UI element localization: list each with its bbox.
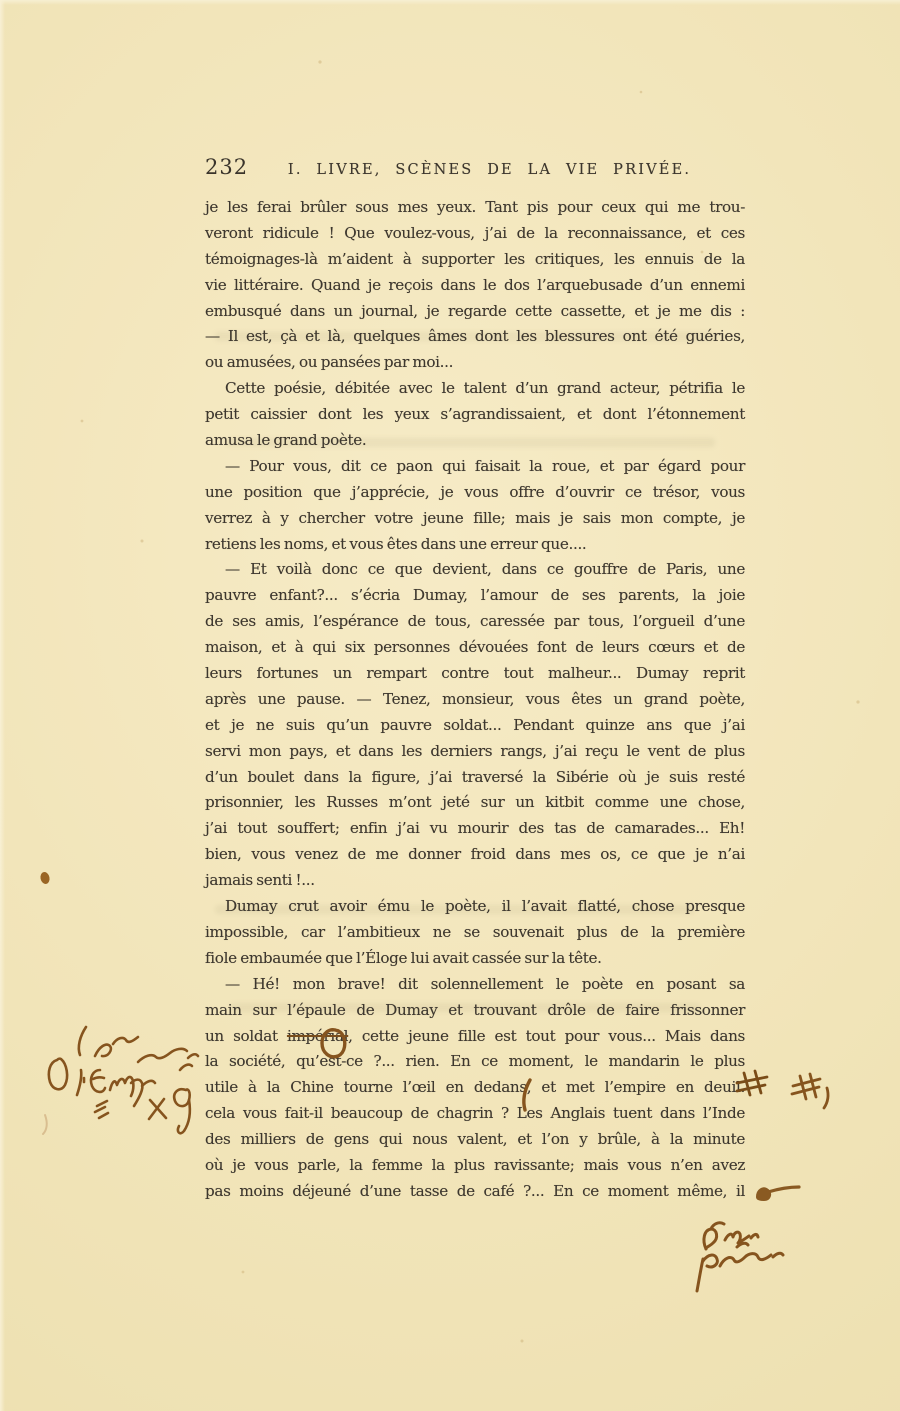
hash-comma-margin-ink <box>792 1074 828 1108</box>
ink-dot <box>39 871 50 885</box>
text-line: retiens les noms, et vous êtes dans une erreur que.... <box>205 534 587 553</box>
text-line: Dumay crut avoir ému le poète, il l’avait flatté, chose presque <box>225 897 745 916</box>
text-line: la société, qu’est-ce ?... rien. En ce moment, le mandarin le plus <box>205 1052 745 1071</box>
struck-word: impérial <box>286 1026 349 1045</box>
page-header <box>205 155 745 179</box>
text-line: — Pour vous, dit ce paon qui faisait la roue, et par égard pour <box>225 456 745 475</box>
text-line: vie littéraire. Quand je reçois dans le dos l’arquebusade d’un ennemi <box>205 275 745 294</box>
text-line: et je ne suis qu’un pauvre soldat... Pendant quinze ans que j’ai <box>205 715 745 734</box>
text-line: prisonnier, les Russes m’ont jeté sur un kitbit comme une chose, <box>205 793 745 812</box>
text-line: de ses amis, l’espérance de tous, caressée par tous, l’orgueil d’une <box>205 612 745 631</box>
text-line: jamais senti !... <box>205 871 315 890</box>
text-line: un soldat impérial, cette jeune fille est tout pour vous... Mais dans <box>205 1026 745 1045</box>
text-line: pas moins déjeuné d’une tasse de café ?... En ce moment même, il <box>205 1181 745 1200</box>
margin-note-ink <box>43 1027 198 1134</box>
text-line: maison, et à qui six personnes dévouées font de leurs cœurs et de <box>205 638 745 657</box>
text-line: petit caissier dont les yeux s’agrandissaient, et dont l’étonnement <box>205 405 745 424</box>
text-line: utile à la Chine tourne l’œil en dedans, et met l’empire en deuil. <box>205 1078 745 1097</box>
page-number: 232 <box>205 155 249 179</box>
text-line: des milliers de gens qui nous valent, et l’on y brûle, à la minute <box>205 1130 745 1149</box>
text-line: — Hé! mon brave! dit solennellement le poète en posant sa <box>225 974 745 993</box>
text-line: embusqué dans un journal, je regarde cette cassette, et je me dis : <box>205 301 745 320</box>
text-line: verrez à y chercher votre jeune fille; mais je sais mon compte, je <box>205 508 745 527</box>
text-line: pauvre enfant?... s’écria Dumay, l’amour de ses parents, la joie <box>205 586 745 605</box>
text-line: témoignages-là m’aident à supporter les critiques, les ennuis de la <box>205 249 745 268</box>
text-line: amusa le grand poète. <box>205 431 367 450</box>
end-scribble-ink <box>757 1187 799 1200</box>
text-line: servi mon pays, et dans les derniers rangs, j’ai reçu le vent de plus <box>205 741 745 760</box>
bottom-note-ink <box>697 1223 783 1291</box>
text-line: j’ai tout souffert; enfin j’ai vu mourir des tas de camarades... Eh! <box>205 819 745 838</box>
text-line: fiole embaumée que l’Éloge lui avait cassée sur la tête. <box>205 948 602 967</box>
running-title: I. LIVRE, SCÈNES DE LA VIE PRIVÉE. <box>287 162 692 178</box>
text-line: bien, vous venez de me donner froid dans mes os, ce que je n’ai <box>205 845 745 864</box>
text-line: je les ferai brûler sous mes yeux. Tant pis pour ceux qui me trou- <box>205 198 745 216</box>
text-line: Cette poésie, débitée avec le talent d’un grand acteur, pétrifia le <box>225 379 745 398</box>
text-line: une position que j’apprécie, je vous offre d’ouvrir ce trésor, vous <box>205 482 745 501</box>
text-block <box>205 195 745 1205</box>
text-line: main sur l’épaule de Dumay et trouvant drôle de faire frissonner <box>205 1000 745 1019</box>
text-line: d’un boulet dans la figure, j’ai traversé la Sibérie où je suis resté <box>205 767 745 786</box>
text-line: leurs fortunes un rempart contre tout malheur... Dumay reprit <box>205 664 745 683</box>
text-line: impossible, car l’ambitieux ne se souvenait plus de la première <box>205 922 745 941</box>
text-line: — Et voilà donc ce que devient, dans ce gouffre de Paris, une <box>225 560 745 579</box>
text-line: après une pause. — Tenez, monsieur, vous êtes un grand poète, <box>205 689 745 708</box>
text-line: cela vous fait-il beaucoup de chagrin ? Les Anglais tuent dans l’Inde <box>205 1104 745 1123</box>
text-line: ou amusées, ou pansées par moi... <box>205 353 454 372</box>
text-line: veront ridicule ! Que voulez-vous, j’ai de la reconnaissance, et ces <box>205 223 745 242</box>
text-line: où je vous parle, la femme la plus ravissante; mais vous n’en avez <box>205 1155 745 1174</box>
text-line: — Il est, çà et là, quelques âmes dont les blessures ont été guéries, <box>205 327 745 346</box>
